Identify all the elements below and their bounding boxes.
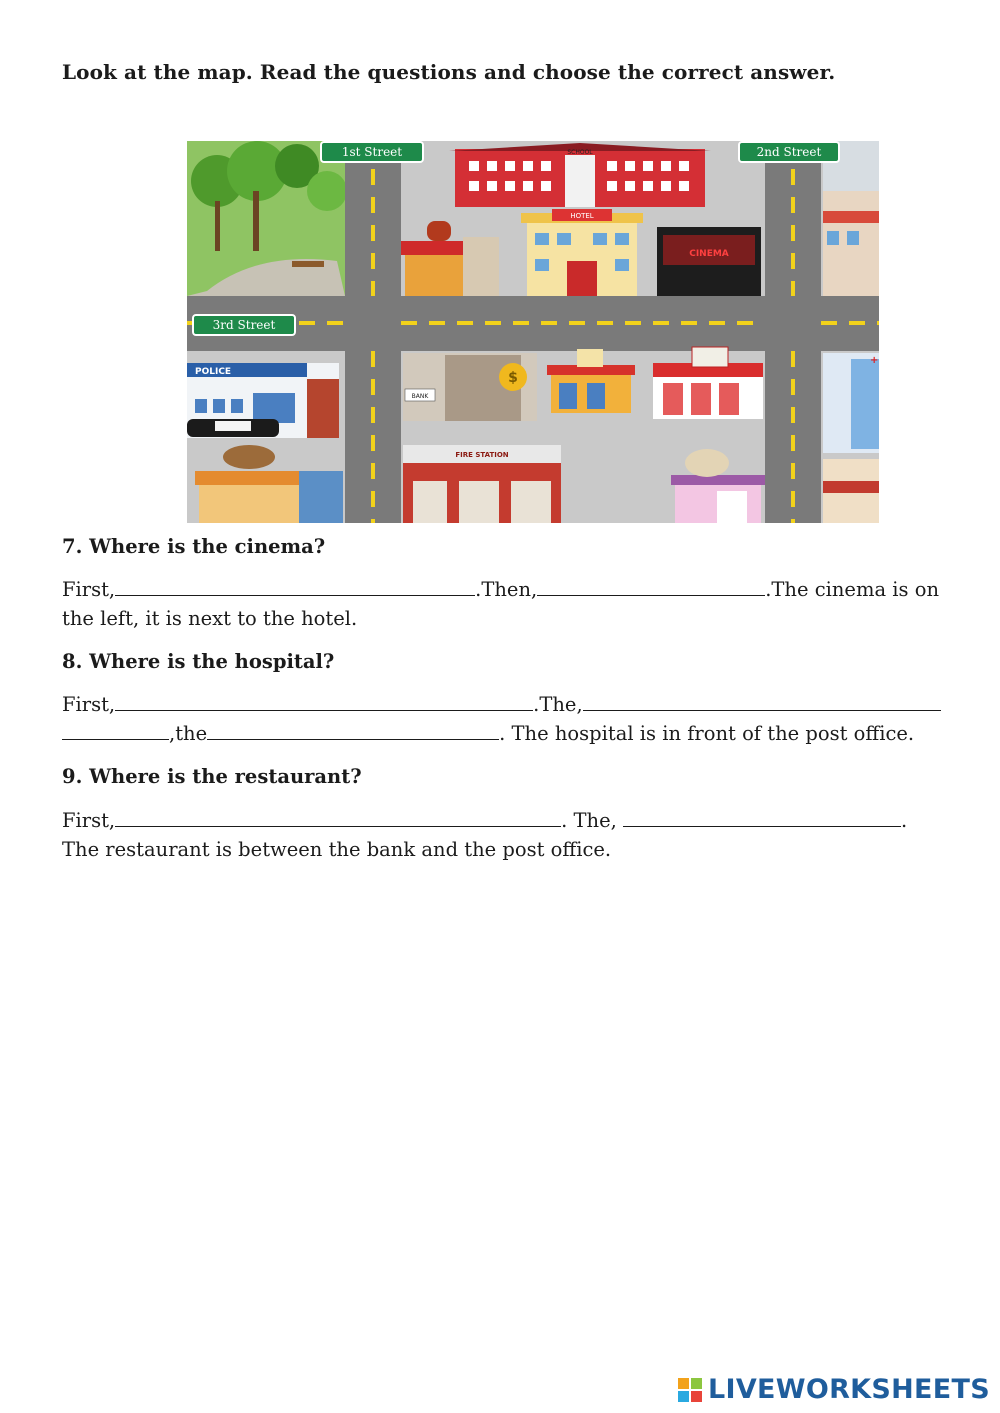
street-sign-2nd bbox=[739, 142, 839, 162]
instruction-text: Look at the map. Read the questions and choose the correct answer. bbox=[62, 60, 836, 84]
answer-9 bbox=[62, 806, 942, 864]
school-building bbox=[449, 143, 711, 207]
question-7-number: 7. bbox=[62, 535, 83, 558]
answer-8-blank-3[interactable] bbox=[62, 721, 169, 740]
answer-8-the: .The, bbox=[533, 693, 583, 716]
question-9-text: Where is the restaurant? bbox=[89, 765, 362, 788]
answer-9-period: . bbox=[901, 809, 908, 832]
answer-7-text-end: .The cinema is on bbox=[765, 578, 940, 601]
fire-station-building bbox=[403, 445, 561, 523]
street-sign-3rd-label: 3rd Street bbox=[212, 318, 276, 332]
hotel-label: HOTEL bbox=[570, 212, 594, 220]
answer-7-then: .Then, bbox=[475, 578, 538, 601]
answer-9-the: . The, bbox=[561, 809, 617, 832]
cinema-label: CINEMA bbox=[689, 249, 729, 259]
school-label: SCHOOL bbox=[567, 149, 593, 156]
question-9-number: 9. bbox=[62, 765, 83, 788]
liveworksheets-brand-text: LIVEWORKSHEETS bbox=[707, 1374, 990, 1405]
street-sign-1st-label: 1st Street bbox=[341, 145, 403, 159]
question-8-number: 8. bbox=[62, 650, 83, 673]
answer-9-first: First, bbox=[62, 809, 116, 832]
hospital-building bbox=[823, 353, 879, 453]
answer-9-line2: The restaurant is between the bank and the post office. bbox=[62, 838, 612, 861]
answer-8-blank-1[interactable] bbox=[115, 692, 533, 711]
answer-7-blank-1[interactable] bbox=[115, 577, 475, 596]
liveworksheets-logo-icon bbox=[678, 1378, 702, 1402]
answer-7-first: First, bbox=[62, 578, 116, 601]
liveworksheets-logo bbox=[678, 1374, 990, 1405]
answer-8-blank-2[interactable] bbox=[583, 692, 941, 711]
answer-7-blank-2[interactable] bbox=[537, 577, 765, 596]
answer-8-the-2: ,the bbox=[169, 722, 208, 745]
bank-building bbox=[403, 353, 537, 421]
street-sign-3rd bbox=[193, 315, 295, 335]
answer-7-line2: the left, it is next to the hotel. bbox=[62, 607, 358, 630]
police-building bbox=[187, 363, 339, 438]
answer-8 bbox=[62, 690, 942, 748]
question-7-text: Where is the cinema? bbox=[89, 535, 326, 558]
question-9 bbox=[62, 765, 362, 788]
question-8-text: Where is the hospital? bbox=[89, 650, 335, 673]
hotel-building bbox=[521, 209, 643, 296]
answer-8-first: First, bbox=[62, 693, 116, 716]
street-sign-2nd-label: 2nd Street bbox=[756, 145, 822, 159]
bank-label: BANK bbox=[411, 393, 429, 400]
street-sign-1st bbox=[321, 142, 423, 162]
question-7 bbox=[62, 535, 325, 558]
answer-9-blank-2[interactable] bbox=[623, 808, 901, 827]
answer-9-blank-1[interactable] bbox=[115, 808, 561, 827]
answer-8-blank-4[interactable] bbox=[207, 721, 499, 740]
svg-text:+: + bbox=[870, 355, 879, 366]
fire-station-label: FIRE STATION bbox=[455, 451, 509, 459]
cinema-building bbox=[657, 227, 761, 296]
question-8 bbox=[62, 650, 334, 673]
police-label: POLICE bbox=[195, 367, 232, 377]
svg-text:$: $ bbox=[508, 370, 518, 386]
town-map-image bbox=[187, 141, 879, 523]
answer-8-text-end: . The hospital is in front of the post office. bbox=[499, 722, 915, 745]
answer-7 bbox=[62, 575, 942, 633]
